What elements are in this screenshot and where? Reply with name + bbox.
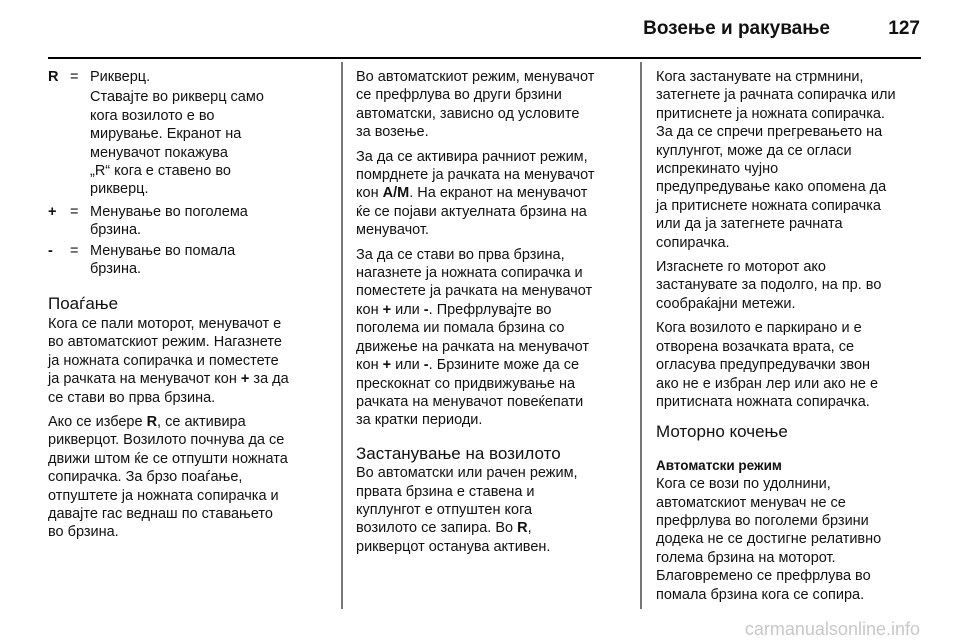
definition-equals: = xyxy=(70,242,79,259)
paragraph: За да се стави во прва брзина, нагазнете ја ножната сопирачка и поместете ја рачката на менувачот кон + или -. Префрлувајте во поголема ии помала брзина со движење на рачката на менувачот кон + или -. Брзините може да се прескокнат со придвижување на рачката на менувачот повеќепати за кратки периоди. xyxy=(356,246,593,429)
definition-text: Менување во поголема брзина. xyxy=(90,203,248,239)
subsection-title-automatic-mode: Автоматски режим xyxy=(656,457,782,473)
header-rule xyxy=(48,57,921,59)
paragraph: Кога се вози по удолнини, автоматскиот менувач не се префрлува во поголеми брзини додека не се достигне релативно голема брзина на моторот. Благовремено се префрлува во помала брзина кога се сопира. xyxy=(656,476,882,603)
paragraph: Во автоматски или рачен режим, првата брзина е ставена и куплунгот е отпуштен кога возилото се запира. Во R, рикверцот останува активен. xyxy=(356,465,578,555)
column-3 xyxy=(656,68,922,610)
paragraph: Кога возилото е паркирано и е отворена возачката врата, се огласува предупредувачки звон ако не е избран лер или ако не е притисната ножната сопирачка. xyxy=(656,320,879,410)
definition-symbol: R xyxy=(48,69,59,85)
definition-downshift xyxy=(48,242,328,279)
definition-reverse xyxy=(48,68,328,86)
paragraph: Во автоматскиот режим, менувачот се префрлува во други брзини автоматски, зависно од условите за возење. xyxy=(356,69,595,141)
definition-text: Рикверц. xyxy=(90,69,151,85)
paragraph: Изгаснете го моторот ако застанувате за подолго, на пр. во сообраќајни метежи. xyxy=(656,259,882,312)
reverse-note: Ставајте во рикверц само кога возилото е во мирување. Екранот на менувачот покажува „R“ кога е ставено во рикверц. xyxy=(90,89,264,198)
section-title-starting-off: Поаѓање xyxy=(48,294,119,314)
page-header-title: Возење и ракување xyxy=(643,18,830,39)
page-number: 127 xyxy=(888,18,920,39)
column-1 xyxy=(48,68,328,548)
paragraph: Кога застанувате на стрмнини, затегнете ја рачната сопирачка или притиснете ја ножната сопирачка. За да се спречи прегревањето на куплунгот, може да се огласи испрекинато чујно предупредување како опомена да ја притиснете ножната сопирачка или да ја затегнете рачната сопирачка. xyxy=(656,69,896,251)
paragraph: Кога се пали моторот, менувачот е во автоматскиот режим. Нагазнете ја ножната сопирачка и поместете ја рачката на менувачот кон + за да се стави во прва брзина. xyxy=(48,315,289,406)
definition-symbol: + xyxy=(48,203,57,220)
definition-symbol: - xyxy=(48,242,53,259)
watermark: carmanualsonline.info xyxy=(744,619,920,639)
definition-upshift xyxy=(48,203,328,240)
paragraph: Ако се избере R, се активира рикверцот. Возилото почнува да се движи штом ќе се отпушти ножната сопирачка. За брзо поаѓање, отпуштете ја ножната сопирачка и давајте гас веднаш по ставањето во брзина. xyxy=(48,413,288,541)
section-title-stopping: Застанување на возилото xyxy=(356,443,561,463)
column-divider-2 xyxy=(640,62,642,609)
definition-equals: = xyxy=(70,69,79,85)
column-divider-1 xyxy=(341,62,343,609)
paragraph: За да се активира рачниот режим, помрднете ја рачката на менувачот кон A/M. На екранот на менувачот ќе се појави актуелната брзина на менувачот. xyxy=(356,148,595,239)
section-title-engine-braking: Моторно кочење xyxy=(656,422,788,442)
column-2 xyxy=(356,68,628,562)
definition-equals: = xyxy=(70,203,79,220)
definition-text: Менување во помала брзина. xyxy=(90,242,236,278)
